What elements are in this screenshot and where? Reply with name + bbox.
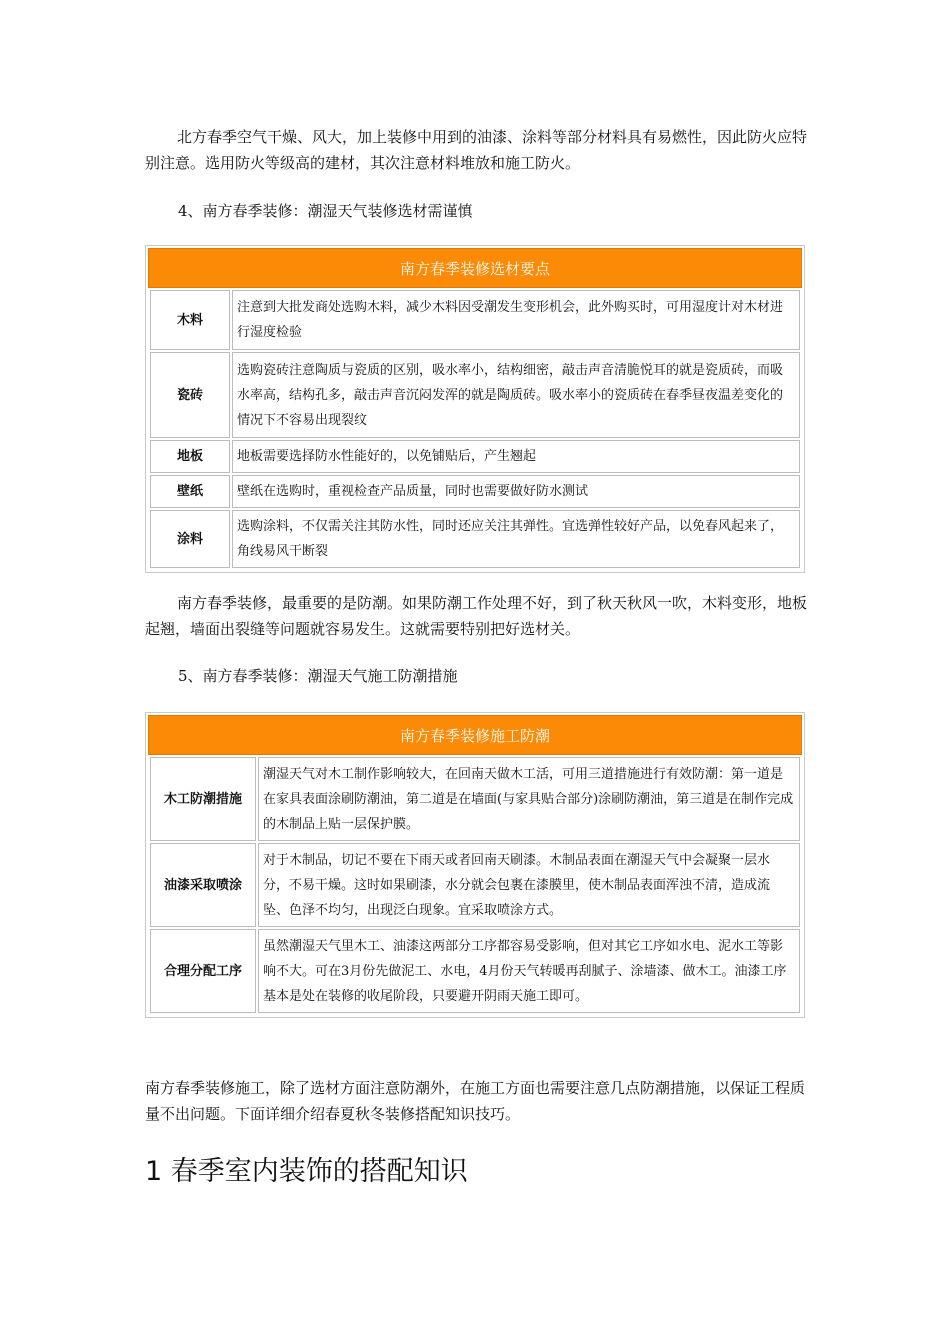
row-text: 注意到大批发商处选购木料，减少木料因受潮发生变形机会，此外购买时，可用湿度计对木材进行湿度检验 bbox=[232, 290, 800, 350]
table-row bbox=[150, 929, 800, 1013]
table-row bbox=[150, 475, 800, 508]
table-body bbox=[148, 755, 802, 1015]
row-label: 油漆采取喷涂 bbox=[150, 843, 256, 927]
table-row bbox=[150, 440, 800, 473]
row-label: 木工防潮措施 bbox=[150, 757, 256, 841]
table-body bbox=[148, 288, 802, 570]
row-label: 瓷砖 bbox=[150, 352, 230, 438]
row-text: 对于木制品，切记不要在下雨天或者回南天刷漆。木制品表面在潮湿天气中会凝聚一层水分，不易干燥。这时如果刷漆，水分就会包裹在漆膜里，使木制品表面浑浊不清，造成流坠、色泽不均匀，出现泛白现象。宜采取喷涂方式。 bbox=[258, 843, 800, 927]
paragraph-construction: 南方春季装修施工，除了选材方面注意防潮外，在施工方面也需要注意几点防潮措施，以保证工程质量不出问题。下面详细介绍春夏秋冬装修搭配知识技巧。 bbox=[145, 1079, 806, 1123]
row-label: 涂料 bbox=[150, 510, 230, 568]
row-label: 壁纸 bbox=[150, 475, 230, 508]
table-row bbox=[150, 290, 800, 350]
row-text: 选购涂料，不仅需关注其防水性，同时还应关注其弹性。宜选弹性较好产品，以免春风起来了，角线易风干断裂 bbox=[232, 510, 800, 568]
table-material-selection bbox=[145, 245, 805, 573]
row-text: 地板需要选择防水性能好的，以免铺贴后，产生翘起 bbox=[232, 440, 800, 473]
section-heading: 1 春季室内装饰的搭配知识 bbox=[145, 1156, 468, 1187]
paragraph-moisture: 南方春季装修，最重要的是防潮。如果防潮工作处理不好，到了秋天秋风一吹，木料变形，地板起翘，墙面出裂缝等问题就容易发生。这就需要特别把好选材关。 bbox=[145, 594, 808, 638]
subheading-5: 5、南方春季装修：潮湿天气施工防潮措施 bbox=[178, 667, 458, 685]
table-row bbox=[150, 757, 800, 841]
table-title: 南方春季装修施工防潮 bbox=[148, 715, 802, 755]
table-row bbox=[150, 510, 800, 568]
row-label: 合理分配工序 bbox=[150, 929, 256, 1013]
row-text: 潮湿天气对木工制作影响较大，在回南天做木工活，可用三道措施进行有效防潮：第一道是在家具表面涂刷防潮油，第二道是在墙面(与家具贴合部分)涂刷防潮油，第三道是在制作完成的木制品上贴一层保护膜。 bbox=[258, 757, 800, 841]
intro-paragraph: 北方春季空气干燥、风大，加上装修中用到的油漆、涂料等部分材料具有易燃性，因此防火应特别注意。选用防火等级高的建材，其次注意材料堆放和施工防火。 bbox=[145, 128, 808, 172]
table-construction-moisture bbox=[145, 712, 805, 1018]
subheading-4: 4、南方春季装修：潮湿天气装修选材需谨慎 bbox=[178, 202, 473, 220]
row-text: 虽然潮湿天气里木工、油漆这两部分工序都容易受影响，但对其它工序如水电、泥水工等影响不大。可在3月份先做泥工、水电，4月份天气转暖再刮腻子、涂墙漆、做木工。油漆工序基本是处在装修的收尾阶段，只要避开阴雨天施工即可。 bbox=[258, 929, 800, 1013]
row-label: 木料 bbox=[150, 290, 230, 350]
row-text: 壁纸在选购时，重视检查产品质量，同时也需要做好防水测试 bbox=[232, 475, 800, 508]
row-text: 选购瓷砖注意陶质与瓷质的区别，吸水率小，结构细密，敲击声音清脆悦耳的就是瓷质砖，而吸水率高，结构孔多，敲击声音沉闷发浑的就是陶质砖。吸水率小的瓷质砖在春季昼夜温差变化的情况下不容易出现裂纹 bbox=[232, 352, 800, 438]
row-label: 地板 bbox=[150, 440, 230, 473]
table-title: 南方春季装修选材要点 bbox=[148, 248, 802, 288]
table-row bbox=[150, 352, 800, 438]
table-row bbox=[150, 843, 800, 927]
